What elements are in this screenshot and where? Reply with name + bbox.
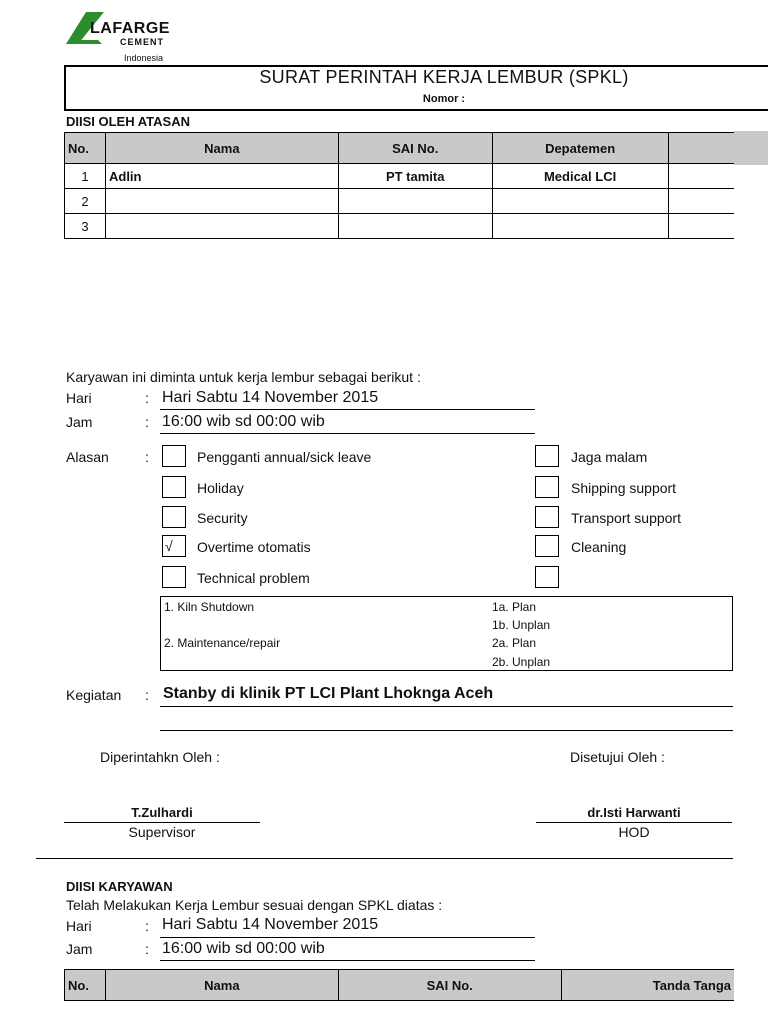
col-no: No.: [65, 133, 106, 164]
checkbox-technical[interactable]: [162, 566, 186, 588]
hari-value[interactable]: Hari Sabtu 14 November 2015: [162, 389, 379, 406]
ordered-name: T.Zulhardi: [131, 805, 193, 820]
checkbox-security[interactable]: [162, 506, 186, 528]
approved-role: HOD: [618, 824, 650, 840]
table-header-row: [65, 133, 735, 164]
option-1a: 1a. Plan: [492, 600, 537, 614]
row-sai[interactable]: [338, 189, 492, 214]
checkbox-holiday[interactable]: [162, 476, 186, 498]
checkbox-shipping[interactable]: [535, 476, 559, 498]
kegiatan-label: Kegiatan: [66, 687, 122, 703]
approved-name: dr.Isti Harwanti: [587, 805, 681, 820]
option-kiln: 1. Kiln Shutdown: [164, 600, 255, 614]
col-nama: Nama: [105, 133, 338, 164]
karyawan-jam-value[interactable]: 16:00 wib sd 00:00 wib: [162, 940, 325, 957]
checkbox-pengganti[interactable]: [162, 445, 186, 467]
checkbox-jaga-malam[interactable]: [535, 445, 559, 467]
row-nama[interactable]: [105, 214, 338, 239]
checkbox-cleaning[interactable]: [535, 535, 559, 557]
approved-signature-line: [536, 822, 732, 823]
atasan-section-label: DIISI OLEH ATASAN: [66, 114, 190, 129]
col-sai: SAI No.: [338, 133, 492, 164]
alasan-label: Alasan: [66, 449, 109, 465]
jam-underline: [160, 433, 535, 434]
nomor-label: Nomor :: [422, 93, 466, 105]
row-no: 3: [65, 214, 106, 239]
kegiatan-value[interactable]: Stanby di klinik PT LCI Plant Lhoknga Aceh: [163, 685, 494, 702]
hari-underline: [160, 409, 535, 410]
row-no: 2: [65, 189, 106, 214]
ordered-role: Supervisor: [128, 824, 196, 840]
colon: :: [145, 941, 149, 957]
karyawan-intro: Telah Melakukan Kerja Lembur sesuai dengan SPKL diatas :: [66, 897, 443, 913]
reason-jaga-malam: Jaga malam: [571, 449, 648, 465]
karyawan-section-label: DIISI KARYAWAN: [66, 879, 173, 894]
logo-country: Indonesia: [124, 53, 164, 63]
reason-holiday: Holiday: [197, 480, 244, 496]
colon: :: [145, 414, 149, 430]
row-dept[interactable]: [492, 214, 668, 239]
kegiatan-underline: [160, 706, 733, 707]
option-maintenance: 2. Maintenance/repair: [164, 636, 281, 650]
row-nama[interactable]: Adlin: [105, 164, 338, 189]
col-no: No.: [65, 970, 106, 1001]
col-tanda-tangan: Tanda Tanga: [561, 970, 734, 1001]
hari-label: Hari: [66, 390, 92, 406]
col-nama: Nama: [105, 970, 338, 1001]
reason-shipping: Shipping support: [571, 480, 677, 496]
col-extra: [668, 133, 734, 164]
checkbox-overtime[interactable]: √: [162, 535, 186, 557]
karyawan-hari-label: Hari: [66, 918, 92, 934]
jam-value[interactable]: 16:00 wib sd 00:00 wib: [162, 413, 325, 430]
colon: :: [145, 687, 149, 703]
colon: :: [145, 449, 149, 465]
karyawan-hari-value[interactable]: Hari Sabtu 14 November 2015: [162, 916, 379, 933]
table-header-row: [65, 970, 735, 1001]
reason-technical: Technical problem: [197, 570, 310, 586]
ordered-signature-line: [64, 822, 260, 823]
colon: :: [145, 918, 149, 934]
option-1b: 1b. Unplan: [492, 618, 551, 632]
checkbox-other[interactable]: [535, 566, 559, 588]
reason-security: Security: [197, 510, 248, 526]
karyawan-jam-underline: [160, 960, 535, 961]
row-sai[interactable]: PT tamita: [338, 164, 492, 189]
logo-sub: CEMENT: [120, 37, 164, 47]
atasan-table: [64, 132, 734, 239]
row-dept[interactable]: [492, 189, 668, 214]
col-sai: SAI No.: [338, 970, 561, 1001]
karyawan-hari-underline: [160, 937, 535, 938]
ordered-by-label: Diperintahkn Oleh :: [100, 749, 220, 765]
checkbox-transport[interactable]: [535, 506, 559, 528]
reason-overtime: Overtime otomatis: [197, 539, 311, 555]
karyawan-table: [64, 969, 734, 1001]
page-title: SURAT PERINTAH KERJA LEMBUR (SPKL): [259, 67, 629, 87]
option-2b: 2b. Unplan: [492, 655, 551, 669]
colon: :: [145, 390, 149, 406]
reason-transport: Transport support: [571, 510, 681, 526]
logo-brand: LAFARGE: [90, 20, 170, 37]
option-2a: 2a. Plan: [492, 636, 537, 650]
reason-cleaning: Cleaning: [571, 539, 627, 555]
row-dept[interactable]: Medical LCI: [492, 164, 668, 189]
kegiatan-underline-2: [160, 730, 733, 731]
col-dept: Depatemen: [492, 133, 668, 164]
table-row: [65, 214, 735, 239]
table-row: [65, 164, 735, 189]
karyawan-jam-label: Jam: [66, 941, 93, 957]
request-intro: Karyawan ini diminta untuk kerja lembur sebagai berikut :: [66, 369, 421, 385]
jam-label: Jam: [66, 414, 93, 430]
company-logo: [64, 10, 214, 64]
table-row: [65, 189, 735, 214]
header-tab: [734, 131, 768, 165]
row-no: 1: [65, 164, 106, 189]
section-divider: [36, 858, 733, 859]
reason-pengganti: Pengganti annual/sick leave: [197, 449, 372, 465]
approved-by-label: Disetujui Oleh :: [570, 749, 665, 765]
row-sai[interactable]: [338, 214, 492, 239]
row-nama[interactable]: [105, 189, 338, 214]
options-box: [160, 596, 733, 671]
